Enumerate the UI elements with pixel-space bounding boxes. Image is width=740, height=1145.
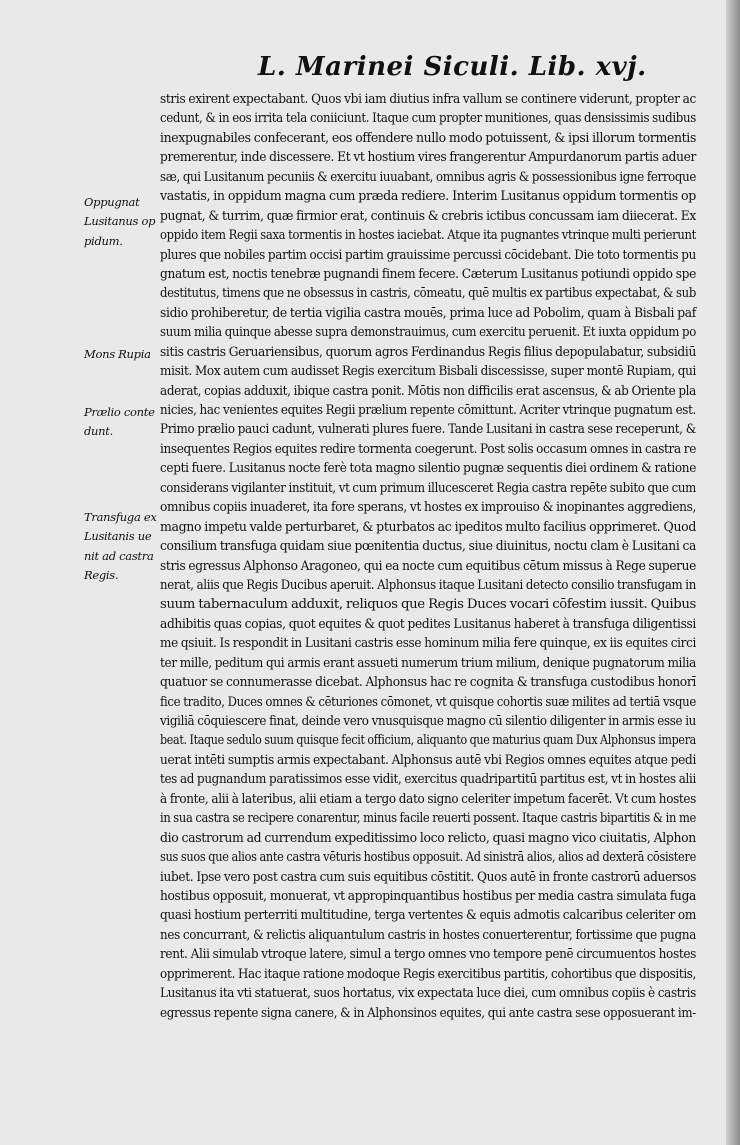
- text-line: sidio prohiberetur, de tertia vigilia castra mouēs, prima luce ad Pobolim, quam à Bisbali paf: [160, 304, 696, 320]
- text-line: beat. Itaque sedulo suum quisque fecit officium, aliquanto que maturius quam Dux Alphonsus impera: [160, 732, 696, 748]
- text-line: iubet. Ipse vero post castra cum suis equitibus cōstitit. Quos autē in fronte castrorū aduersos: [160, 868, 696, 884]
- margin-note-line: Mons Rupia: [84, 347, 151, 361]
- text-line: fice tradito, Duces omnes & cēturiones cōmonet, vt quisque cohortis suæ milites ad tertiā vsque: [160, 693, 696, 709]
- page-edge-shadow: [726, 0, 740, 1145]
- margin-note-line: pidum.: [84, 233, 123, 248]
- text-line: Primo prælio pauci cadunt, vulnerati plures fuere. Tande Lusitani in castra sese receperunt, &: [160, 421, 696, 437]
- text-line: uerat intēti sumptis armis expectabant. Alphonsus autē vbi Regios omnes equites atque pedi: [160, 751, 696, 767]
- margin-note: [84, 508, 157, 586]
- margin-note-line: Transfuga ex: [84, 510, 157, 524]
- text-line: suum milia quinque abesse supra demonstrauimus, cum exercitu peruenit. Et iuxta oppidum po: [160, 324, 696, 340]
- body-text: [160, 89, 696, 1022]
- text-line: omnibus copiis inuaderet, ita fore sperans, vt hostes ex improuiso & inopinantes aggrediens,: [160, 499, 696, 515]
- text-line: ter mille, peditum qui armis erant assueti numerum trium milium, denique pugnatorum milia: [160, 654, 696, 670]
- margin-note-line: Lusitanus op: [84, 214, 156, 229]
- text-line: Lusitanus ita vti statuerat, suos hortatus, vix expectata luce diei, cum omnibus copiis è castris: [160, 985, 696, 1001]
- text-line: insequentes Regios equites redire tormenta coegerunt. Post solis occasum omnes in castra re: [160, 440, 696, 456]
- text-line: sitis castris Geruariensibus, quorum agros Ferdinandus Regis filius depopulabatur, subsidiū: [160, 343, 696, 359]
- text-line: gnatum est, noctis tenebræ pugnandi finem fecere. Cæterum Lusitanus potiundi oppido spe: [160, 265, 696, 281]
- text-line: aderat, copias adduxit, ibique castra ponit. Mōtis non difficilis erat ascensus, & ab Oriente pla: [160, 382, 696, 398]
- text-line: dio castrorum ad currendum expeditissimo loco relicto, quasi magno vico ciuitatis, Alphon: [160, 829, 696, 845]
- text-line: cedunt, & in eos irrita tela coniiciunt. Itaque cum propter munitiones, quas densissimis sudibus: [160, 110, 696, 126]
- text-line: plures que nobiles partim occisi partim grauissime percussi cōcidebant. Die toto tormentis pu: [160, 246, 696, 262]
- text-line: quatuor se connumerasse dicebat. Alphonsus hac re cognita & transfuga custodibus honorī: [160, 674, 696, 690]
- text-line: nicies, hac venientes equites Regii prælium repente cōmittunt. Acriter vtrinque pugnatum est.: [160, 402, 696, 417]
- text-line: tes ad pugnandum paratissimos esse vidit, exercitus quadripartitū partitus est, vt in hostes alii: [160, 771, 696, 787]
- text-line: cepti fuere. Lusitanus nocte ferè tota magno silentio pugnæ sequentis diei ordinem & ratione: [160, 460, 696, 476]
- margin-note-line: Lusitanis ue: [84, 529, 152, 544]
- text-line: premerentur, inde discessere. Et vt hostium vires frangerentur Ampurdanorum partis aduer: [160, 149, 696, 165]
- text-line: pugnat, & turrim, quæ firmior erat, continuis & crebris ictibus concussam iam diiecerat. Ex: [160, 207, 696, 223]
- text-line: inexpugnabiles confecerant, eos offendere nullo modo potuissent, & ipsi illorum tormentis: [160, 129, 696, 145]
- text-line: egressus repente signa canere, & in Alphonsinos equites, qui ante castra sese opposuerant im-: [160, 1004, 696, 1020]
- text-line: stris egressus Alphonso Aragoneo, qui ea nocte cum equitibus cētum missus à Rege superue: [160, 557, 696, 573]
- running-header: L. Marinei Siculi. Lib. xvj.: [258, 52, 647, 82]
- margin-note: [84, 193, 155, 251]
- margin-note-line: nit ad castra: [84, 548, 154, 563]
- text-line: stris exirent expectabant. Quos vbi iam diutius infra vallum se continere viderunt, propter ac: [160, 91, 696, 106]
- text-line: rent. Alii simulab vtroque latere, simul a tergo omnes vno tempore penē circumuentos hostes: [160, 946, 696, 962]
- text-line: oppido item Regii saxa tormentis in hostes iaciebat. Atque ita pugnantes vtrinque multi perierunt: [160, 227, 696, 243]
- margin-note-line: Oppugnat: [84, 195, 140, 209]
- text-line: considerans vigilanter instituit, vt cum primum illucesceret Regia castra repēte subito que cum: [160, 479, 696, 495]
- text-line: quasi hostium perterriti multitudine, terga vertentes & equis admotis calcaribus celeriter om: [160, 907, 696, 923]
- text-line: sus suos que alios ante castra vēturis hostibus opposuit. Ad sinistrā alios, alios ad dexterā cōsistere: [160, 849, 696, 865]
- margin-note-line: Regis.: [84, 568, 119, 583]
- margin-note: [84, 403, 155, 442]
- text-line: in sua castra se recipere conarentur, minus facile reuerti possent. Itaque castris bipartitis & in me: [160, 810, 696, 826]
- text-line: vastatis, in oppidum magna cum præda rediere. Interim Lusitanus oppidum tormentis op: [160, 188, 696, 204]
- text-line: adhibitis quas copias, quot equites & quot pedites Lusitanus haberet à transfuga diligentissi: [160, 615, 696, 631]
- text-line: misit. Mox autem cum audisset Regis exercitum Bisbali discessisse, super montē Rupiam, qui: [160, 363, 696, 379]
- text-line: me qsiuit. Is respondit in Lusitani castris esse hominum milia fere quinque, ex iis equites circi: [160, 635, 696, 651]
- text-line: consilium transfuga quidam siue pœnitentia ductus, siue diuinitus, noctu clam è Lusitani ca: [160, 538, 696, 554]
- text-line: hostibus opposuit, monuerat, vt appropinquantibus hostibus per media castra simulata fuga: [160, 887, 696, 903]
- margin-note-line: dunt.: [84, 424, 113, 439]
- text-line: destitutus, timens que ne obsessus in castris, cōmeatu, quē multis ex partibus expectabat, & sub: [160, 285, 696, 301]
- text-line: sæ, qui Lusitanum pecuniis & exercitu iuuabant, omnibus agris & possessionibus igne ferroque: [160, 168, 696, 184]
- text-line: nerat, aliis que Regis Ducibus aperuit. Alphonsus itaque Lusitani detecto consilio transfugam in: [160, 576, 696, 592]
- text-line: vigiliā cōquiescere finat, deinde vero vnusquisque magno cū silentio diligenter in armis esse iu: [160, 713, 696, 728]
- margin-note-line: Prælio conte: [84, 405, 155, 419]
- text-line: nes concurrant, & relictis aliquantulum castris in hostes conuerterentur, fortissime que pugna: [160, 926, 696, 942]
- text-line: opprimerent. Hac itaque ratione modoque Regis exercitibus partitis, cohortibus que dispositis,: [160, 965, 696, 981]
- margin-note: [84, 345, 151, 364]
- text-line: à fronte, alii à lateribus, alii etiam a tergo dato signo celeriter impetum facerēt. Vt cum hostes: [160, 790, 696, 806]
- text-line: suum tabernaculum adduxit, reliquos que Regis Duces vocari cōfestim iussit. Quibus: [160, 596, 696, 612]
- text-line: magno impetu valde perturbaret, & pturbatos ac ipeditos multo facilius opprimeret. Quod: [160, 518, 696, 534]
